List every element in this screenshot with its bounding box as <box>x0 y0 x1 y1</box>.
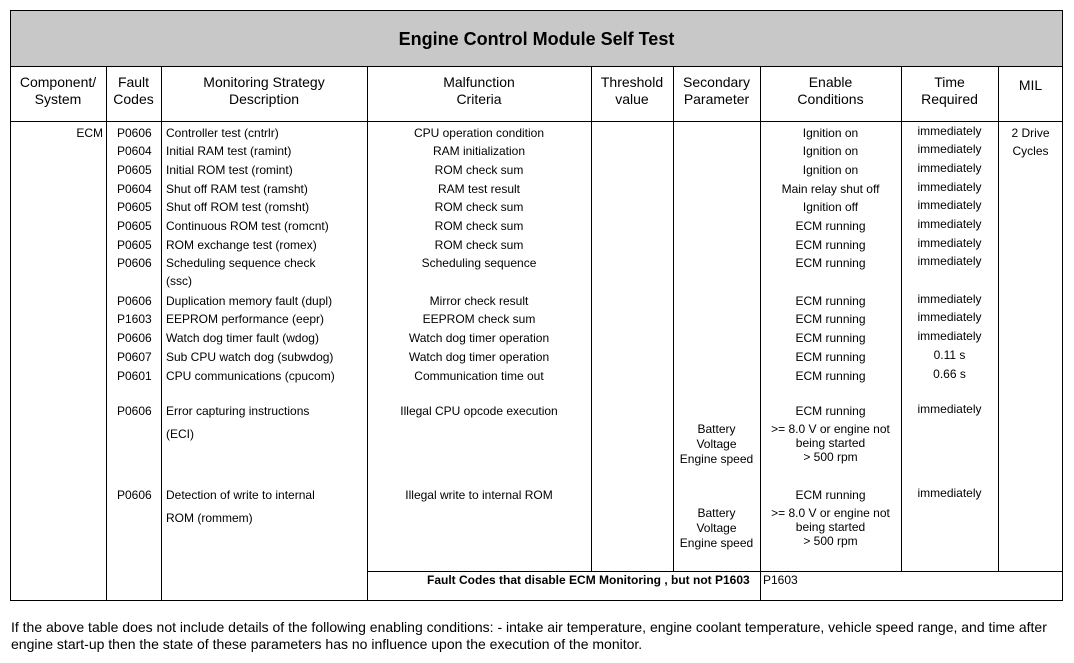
footnote: If the above table does not include details of the following enabling conditions: - intake air temperature, engine coolant temperature, vehicle speed range, and time after engine start-up then the state of these parameters has no influence upon the execution of the monitor. <box>11 619 1047 652</box>
fault-code: P0605 <box>117 200 152 214</box>
enable-condition: Ignition on <box>802 163 859 177</box>
enable-condition-detail: being started <box>795 436 866 450</box>
time-required: immediately <box>917 329 982 343</box>
column-header <box>106 67 161 115</box>
secondary-parameter: Engine speed <box>679 452 754 466</box>
enable-condition: Ignition on <box>802 126 859 140</box>
header-divider <box>10 121 1063 122</box>
strategy-description: Duplication memory fault (dupl) <box>166 294 333 308</box>
fault-code: P0601 <box>117 369 152 383</box>
fault-code: P1603 <box>117 312 152 326</box>
strategy-description: Initial ROM test (romint) <box>166 163 293 177</box>
time-required: immediately <box>917 198 982 212</box>
malfunction-criteria: ROM check sum <box>434 219 524 233</box>
column-header <box>367 67 591 115</box>
time-required: immediately <box>917 217 982 231</box>
column-header-line: Component/ <box>19 74 97 90</box>
secondary-parameter: Battery <box>697 506 736 520</box>
malfunction-criteria: Communication time out <box>414 369 544 383</box>
column-header-line: Enable <box>808 74 853 90</box>
strategy-description: CPU communications (cpucom) <box>166 369 335 383</box>
fault-code: P0606 <box>117 488 152 502</box>
column-header-line: Criteria <box>456 91 502 107</box>
column-header-text <box>113 74 153 108</box>
fault-code: P0604 <box>117 144 152 158</box>
strategy-description-cont: (ECI) <box>166 427 194 441</box>
column-header-line: Threshold <box>600 74 664 90</box>
column-header-line: Monitoring Strategy <box>203 74 325 90</box>
strategy-description: Watch dog timer fault (wdog) <box>166 331 319 345</box>
enable-condition: ECM running <box>795 294 866 308</box>
malfunction-criteria: Illegal write to internal ROM <box>405 488 553 502</box>
column-header <box>998 67 1063 115</box>
fault-code: P0606 <box>117 294 152 308</box>
enable-condition-detail: > 500 rpm <box>803 450 858 464</box>
strategy-description: Controller test (cntrlr) <box>166 126 279 140</box>
enable-condition: Main relay shut off <box>781 182 880 196</box>
time-required: immediately <box>917 161 982 175</box>
column-header <box>760 67 901 115</box>
enable-condition-detail: > 500 rpm <box>803 534 858 548</box>
footer-label: Fault Codes that disable ECM Monitoring , but not P1603 <box>427 573 750 587</box>
column-header-text <box>683 74 750 108</box>
footer-divider <box>367 571 1063 572</box>
time-required: immediately <box>917 254 982 268</box>
fault-code: P0606 <box>117 404 152 418</box>
strategy-description-cont: ROM (rommem) <box>166 511 253 525</box>
mil-line: 2 Drive <box>1011 126 1050 140</box>
fault-code: P0606 <box>117 256 152 270</box>
strategy-description: Continuous ROM test (romcnt) <box>166 219 329 233</box>
strategy-description: Shut off RAM test (ramsht) <box>166 182 308 196</box>
column-header-text <box>601 74 663 108</box>
column-header <box>673 67 760 115</box>
time-required: immediately <box>917 402 982 416</box>
time-required: immediately <box>917 180 982 194</box>
column-header-line: Malfunction <box>443 74 515 90</box>
mil-line: Cycles <box>1012 144 1049 158</box>
enable-condition: ECM running <box>795 404 866 418</box>
strategy-description: ROM exchange test (romex) <box>166 238 317 252</box>
footer-value: P1603 <box>763 573 798 587</box>
time-required: immediately <box>917 124 982 138</box>
time-required: immediately <box>917 142 982 156</box>
enable-condition: ECM running <box>795 331 866 345</box>
fault-code: P0606 <box>117 331 152 345</box>
column-header-line: Description <box>228 91 300 107</box>
time-required: 0.66 s <box>933 367 966 381</box>
component-name: ECM <box>76 126 103 140</box>
time-required: immediately <box>917 310 982 324</box>
strategy-description-cont: (ssc) <box>166 274 192 288</box>
column-header-line: Conditions <box>797 91 864 107</box>
secondary-parameter: Voltage <box>696 437 737 451</box>
fault-code: P0606 <box>117 126 152 140</box>
enable-condition: ECM running <box>795 238 866 252</box>
strategy-description: Sub CPU watch dog (subwdog) <box>166 350 334 364</box>
strategy-description: Shut off ROM test (romsht) <box>166 200 310 214</box>
fault-code: P0605 <box>117 163 152 177</box>
column-header-line: Parameter <box>683 91 750 107</box>
title-band <box>11 11 1062 67</box>
fault-code: P0605 <box>117 219 152 233</box>
enable-condition: ECM running <box>795 256 866 270</box>
secondary-parameter: Voltage <box>696 521 737 535</box>
column-header-line: value <box>615 91 649 107</box>
column-header-line: Required <box>921 91 978 107</box>
column-divider <box>591 67 592 571</box>
column-divider <box>161 67 162 601</box>
fault-code: P0607 <box>117 350 152 364</box>
time-required: immediately <box>917 486 982 500</box>
enable-condition-detail: being started <box>795 520 866 534</box>
secondary-parameter: Engine speed <box>679 536 754 550</box>
column-header-line: Secondary <box>683 74 750 90</box>
column-divider <box>673 67 674 571</box>
strategy-description: Detection of write to internal <box>166 488 315 502</box>
column-header-text <box>203 74 324 108</box>
malfunction-criteria: ROM check sum <box>434 238 524 252</box>
enable-condition: ECM running <box>795 312 866 326</box>
malfunction-criteria: Scheduling sequence <box>421 256 537 270</box>
malfunction-criteria: RAM initialization <box>432 144 526 158</box>
enable-condition: ECM running <box>795 350 866 364</box>
strategy-description: Initial RAM test (ramint) <box>166 144 292 158</box>
malfunction-criteria: Mirror check result <box>429 294 529 308</box>
enable-condition: ECM running <box>795 369 866 383</box>
malfunction-criteria: Illegal CPU opcode execution <box>400 404 558 418</box>
strategy-description: EEPROM performance (eepr) <box>166 312 325 326</box>
column-header-text <box>20 74 96 108</box>
malfunction-criteria: EEPROM check sum <box>422 312 536 326</box>
malfunction-criteria: ROM check sum <box>434 200 524 214</box>
enable-condition: Ignition on <box>802 144 859 158</box>
column-header-line: Codes <box>113 91 154 107</box>
malfunction-criteria: Watch dog timer operation <box>408 350 550 364</box>
column-header-text <box>443 74 515 108</box>
column-header-line: MIL <box>1018 77 1043 93</box>
enable-condition: ECM running <box>795 488 866 502</box>
column-header <box>10 67 106 115</box>
secondary-parameter: Battery <box>697 422 736 436</box>
enable-condition: Ignition off <box>802 200 859 214</box>
fault-code: P0605 <box>117 238 152 252</box>
column-header-line: Fault <box>117 74 150 90</box>
column-header <box>161 67 367 115</box>
column-header-line: Time <box>934 74 965 90</box>
time-required: immediately <box>917 292 982 306</box>
time-required: 0.11 s <box>933 348 966 362</box>
page-title: Engine Control Module Self Test <box>398 29 675 49</box>
enable-condition-detail: >= 8.0 V or engine not <box>771 422 890 436</box>
malfunction-criteria: CPU operation condition <box>413 126 545 140</box>
column-divider <box>106 67 107 601</box>
enable-condition-detail: >= 8.0 V or engine not <box>771 506 890 520</box>
column-header-text <box>921 74 978 108</box>
column-header-text <box>1019 77 1042 94</box>
column-header <box>901 67 998 115</box>
strategy-description: Scheduling sequence check <box>166 256 316 270</box>
column-divider <box>998 67 999 571</box>
fault-code: P0604 <box>117 182 152 196</box>
column-header <box>591 67 673 115</box>
enable-condition: ECM running <box>795 219 866 233</box>
malfunction-criteria: RAM test result <box>437 182 521 196</box>
strategy-description: Error capturing instructions <box>166 404 310 418</box>
column-header-text <box>797 74 863 108</box>
time-required: immediately <box>917 236 982 250</box>
malfunction-criteria: ROM check sum <box>434 163 524 177</box>
malfunction-criteria: Watch dog timer operation <box>408 331 550 345</box>
column-header-line: System <box>34 91 82 107</box>
